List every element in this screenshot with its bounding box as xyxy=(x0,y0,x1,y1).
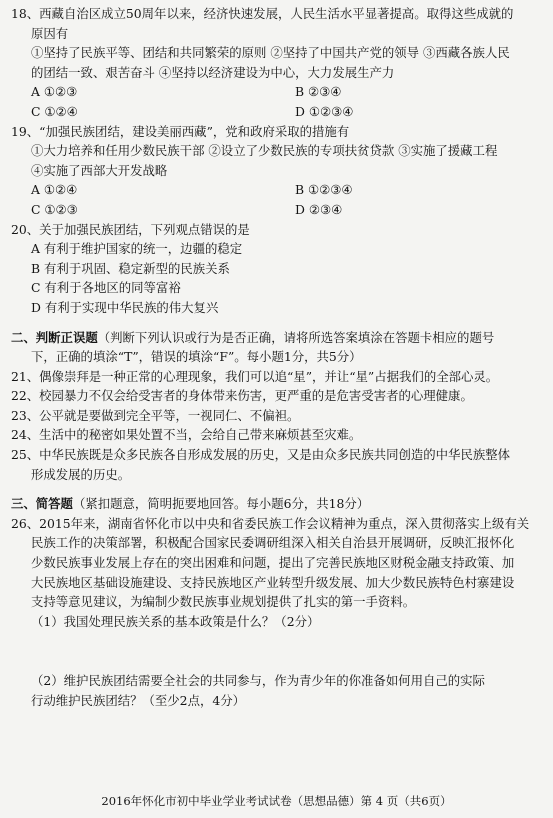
q18-options-row1 xyxy=(11,82,539,102)
tf-item-21: 21、偶像崇拜是一种正常的心理现象，我们可以追“星”，并让“星”占据我们的全部心灵。 xyxy=(11,368,499,384)
q19-item-line1: ①大力培养和任用少数民族干部 ②设立了少数民族的专项扶贫贷款 ③实施了援藏工程 xyxy=(31,143,498,159)
q19-options-row2 xyxy=(11,200,539,220)
q26-passage-line3: 少数民族事业发展上存在的突出困难和问题，提出了完善民族地区财税金融支持政策、加 xyxy=(31,555,515,571)
q19-item-line2: ④实施了西部大开发战略 xyxy=(31,162,168,178)
q18-stem-line2: 原因有 xyxy=(31,25,69,41)
section3-heading-line xyxy=(11,494,539,514)
tf-item-25-line2: 形成发展的历史。 xyxy=(31,466,131,482)
q20-option-c: C 有利于各地区的同等富裕 xyxy=(31,280,181,296)
q18-item-line1: ①坚持了民族平等、团结和共同繁荣的原则 ②坚持了中国共产党的领导 ③西藏各族人民 xyxy=(31,45,510,61)
section3-instructions: （紧扣题意，简明扼要地回答。每小题6分，共18分） xyxy=(72,496,370,512)
q26-passage-line1: 26、2015年来，湖南省怀化市以中央和省委民族工作会议精神为重点，深入贯彻落实上级有关 xyxy=(11,515,530,531)
q18-option-d: D ①②③④ xyxy=(295,103,354,119)
q19-stem: 19、“加强民族团结，建设美丽西藏”，党和政府采取的措施有 xyxy=(11,123,350,139)
q18-option-a: A ①②③ xyxy=(31,84,78,100)
question-20 xyxy=(11,220,539,318)
q19-option-b: B ①②③④ xyxy=(295,182,353,198)
q26-subquestion-1: （1）我国处理民族关系的基本政策是什么？（2分） xyxy=(31,613,320,629)
q26-subquestion-2-line1: （2）维护民族团结需要全社会的共同参与，作为青少年的你准备如何用自己的实际 xyxy=(31,673,485,689)
q19-option-d: D ②③④ xyxy=(295,201,343,217)
q18-options-row2 xyxy=(11,102,539,122)
q20-option-a: A 有利于维护国家的统一，边疆的稳定 xyxy=(31,241,243,257)
tf-item-23: 23、公平就是要做到完全平等，一视同仁、不偏袒。 xyxy=(11,407,300,423)
page-footer: 2016年怀化市初中毕业学业考试试卷（思想品德）第 4 页（共6页） xyxy=(101,794,452,809)
q18-stem-line1: 18、西藏自治区成立50周年以来，经济快速发展，人民生活水平显著提高。取得这些成就的 xyxy=(11,6,514,21)
section-true-false xyxy=(11,328,539,485)
q26-passage-line4: 大民族地区基础设施建设、支持民族地区产业转型升级发展、加大少数民族特色村寨建设 xyxy=(31,574,515,590)
q20-stem: 20、关于加强民族团结，下列观点错误的是 xyxy=(11,221,250,237)
tf-item-22: 22、校园暴力不仅会给受害者的身体带来伤害，更严重的是危害受害者的心理健康。 xyxy=(11,388,473,404)
q18-option-b: B ②③④ xyxy=(295,84,342,100)
q26-passage-line2: 民族工作的决策部署，积极配合国家民委调研组深入相关自治县开展调研，反映汇报怀化 xyxy=(31,535,515,551)
tf-item-25-line1: 25、中华民族既是众多民族各自形成发展的历史，又是由众多民族共同创造的中华民族整体 xyxy=(11,447,511,463)
q18-option-c: C ①②④ xyxy=(31,103,78,119)
section3-title: 三、简答题 xyxy=(11,496,73,512)
q19-option-a: A ①②④ xyxy=(31,182,78,198)
section2-title: 二、判断正误题 xyxy=(11,329,98,345)
q18-item-line2: 的团结一致、艰苦奋斗 ④坚持以经济建设为中心，大力发展生产力 xyxy=(31,64,395,80)
q19-options-row1 xyxy=(11,180,539,200)
section2-instructions-line2: 下，正确的填涂“T”，错误的填涂“F”。每小题1分，共5分） xyxy=(31,349,362,365)
section2-heading-line xyxy=(11,328,539,348)
section2-instructions-line1: （判断下列认识或行为是否正确，请将所选答案填涂在答题卡相应的题号 xyxy=(97,329,495,345)
q20-option-b: B 有利于巩固、稳定新型的民族关系 xyxy=(31,260,230,276)
q19-option-c: C ①②③ xyxy=(31,201,78,217)
tf-item-24: 24、生活中的秘密如果处置不当，会给自己带来麻烦甚至灾难。 xyxy=(11,427,362,443)
q26-passage-line5: 支持等意见建议，为编制少数民族事业规划提供了扎实的第一手资料。 xyxy=(31,594,416,610)
question-19 xyxy=(11,122,539,220)
section-short-answer xyxy=(11,494,539,710)
question-18 xyxy=(11,4,539,122)
q20-option-d: D 有利于实现中华民族的伟大复兴 xyxy=(31,299,219,315)
q26-subquestion-2-line2: 行动维护民族团结？（至少2点，4分） xyxy=(31,693,246,708)
